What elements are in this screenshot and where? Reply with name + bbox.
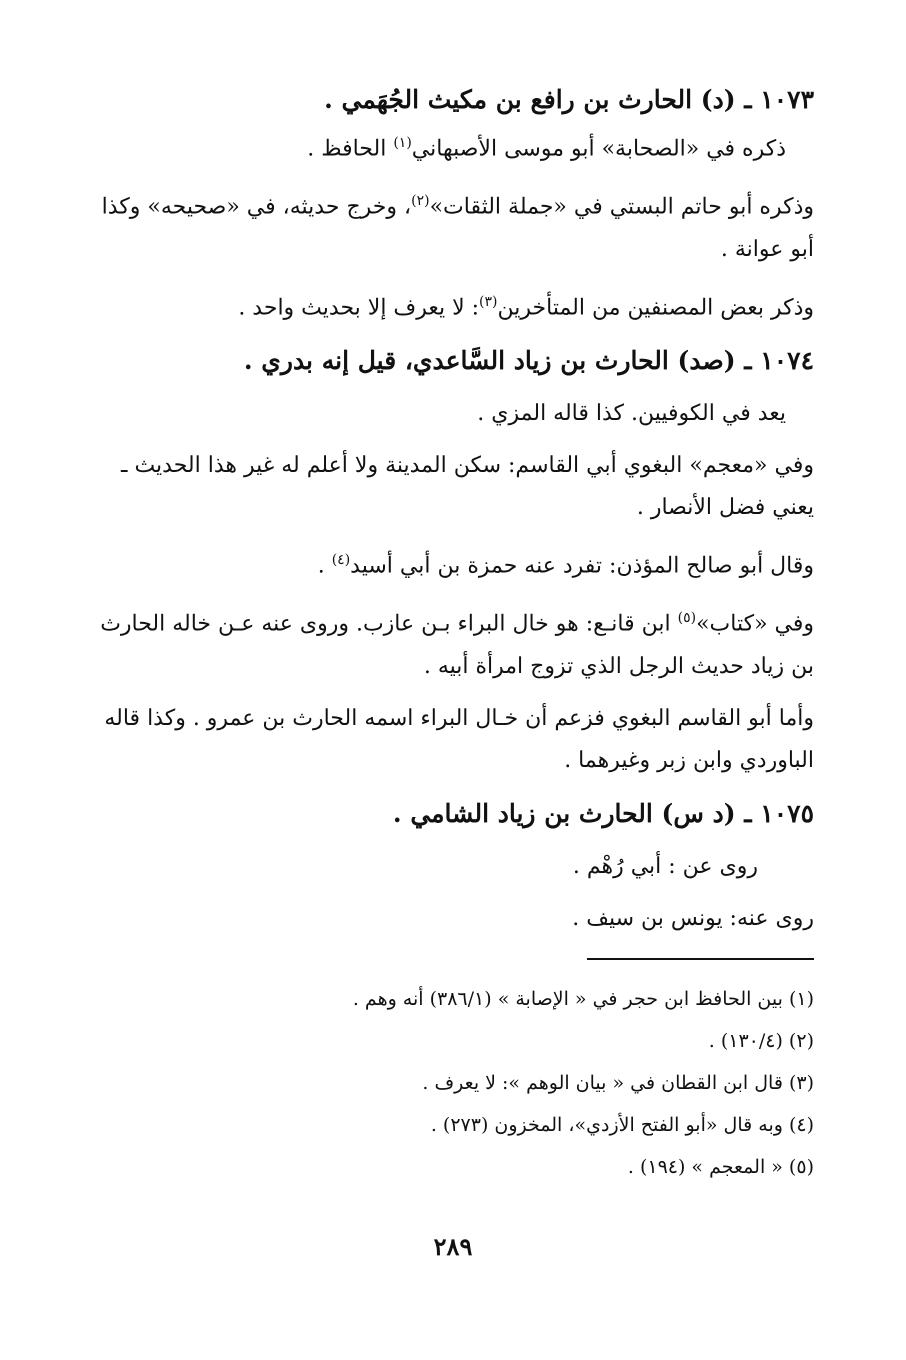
paragraph: وفي «معجم» البغوي أبي القاسم: سكن المدينة ولا أعلم له غير هذا الحديث ـ يعني فضل الأنصار . xyxy=(121,452,814,520)
footnote: (٤) وبه قال «أبو الفتح الأزدي»، المخزون (٢٧٣) . xyxy=(430,1114,814,1136)
footnote: (١) بين الحافظ ابن حجر في « الإصابة » (٣٨٦/١) أنه وهم . xyxy=(352,988,814,1010)
footnote-ref[interactable]: (٤) xyxy=(331,551,351,568)
main-text xyxy=(92,78,814,940)
paragraph: يعد في الكوفيين. كذا قاله المزي . xyxy=(477,400,786,426)
paragraph: وذكر بعض المصنفين من المتأخرين$^{(٣)}$: لا يعرف إلا بحديث واحد . xyxy=(238,293,814,320)
paragraph: روى عن : أبي رُهْم . xyxy=(572,853,758,879)
paragraph: وذكره أبو حاتم البستي في «جملة الثقات»$^{(٢)}$، وخرج حديثه، في «صحيحه» وكذا أبو عوانة . xyxy=(101,193,814,262)
paragraph: وأما أبو القاسم البغوي فزعم أن خـال البراء اسمه الحارث بن عمرو . وكذا قاله الباوردي وابن زبر وغيرهما . xyxy=(104,705,814,773)
footnotes xyxy=(92,978,814,1188)
footnote-ref[interactable]: (٥) xyxy=(677,610,697,627)
paragraph: وقال أبو صالح المؤذن: تفرد عنه حمزة بن أبي أسيد$^{(٤)}$ . xyxy=(317,551,814,579)
paragraph: ذكره في «الصحابة» أبو موسى الأصبهاني$^{(١)}$ الحافظ . xyxy=(307,135,786,162)
footnote: (٢) (١٣٠/٤) . xyxy=(708,1030,814,1052)
footnote-ref[interactable]: (٣) xyxy=(479,293,498,310)
entry-heading: ١٠٧٤ ـ (صد) الحارث بن زياد السَّاعدي، قيل إنه بدري . xyxy=(243,345,814,375)
footnote: (٥) « المعجم » (١٩٤) . xyxy=(627,1156,814,1178)
page-number: ٢٨٩ xyxy=(433,1232,473,1261)
paragraph: وفي «كتاب»$^{(٥)}$ ابن قانـع: هو خال البراء بـن عازب. وروى عنه عـن خاله الحارث بن زياد حديث الرجل الذي تزوج امرأة أبيه . xyxy=(100,610,814,679)
footnote: (٣) قال ابن القطان في « بيان الوهم »: لا يعرف . xyxy=(422,1072,814,1094)
paragraph: روى عنه: يونس بن سيف . xyxy=(572,905,814,931)
entry-heading: ١٠٧٥ ـ (د س) الحارث بن زياد الشامي . xyxy=(392,798,814,828)
footnote-ref[interactable]: (١) xyxy=(393,135,412,151)
footnote-separator xyxy=(587,958,814,960)
footnote-ref[interactable]: (٢) xyxy=(411,193,430,210)
entry-heading: ١٠٧٣ ـ (د) الحارث بن رافع بن مكيث الجُهَمي . xyxy=(324,85,814,114)
